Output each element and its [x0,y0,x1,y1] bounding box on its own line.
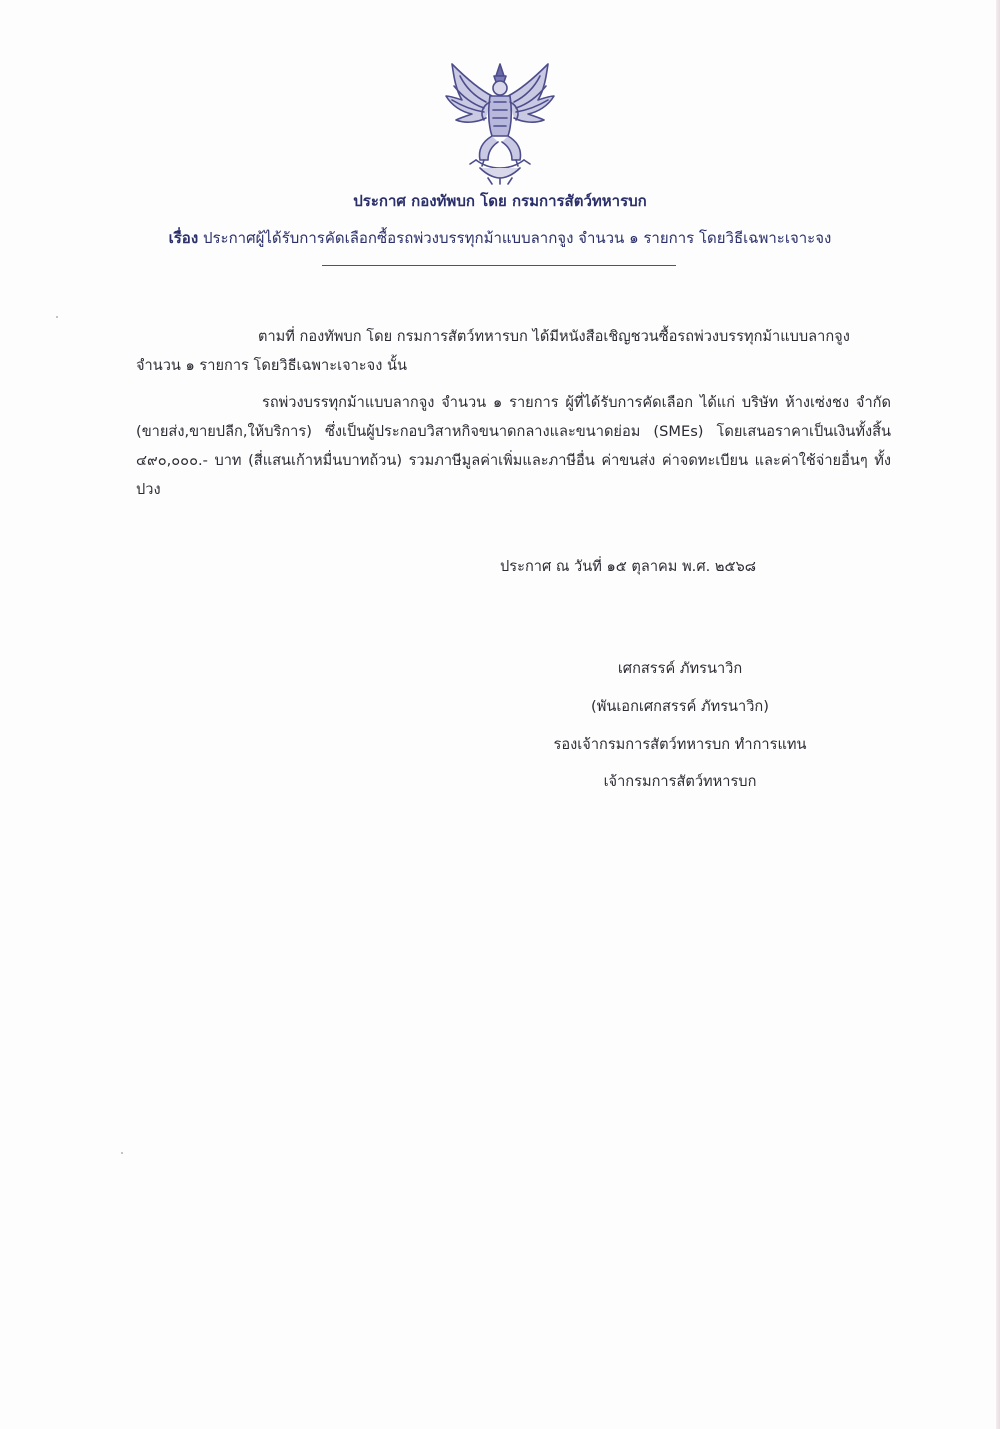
announcement-title: ประกาศ กองทัพบก โดย กรมการสัตว์ทหารบก [353,192,647,210]
announcement-subject [0,226,1000,250]
subject-text: ประกาศผู้ได้รับการคัดเลือกซื้อรถพ่วงบรรทุกม้าแบบลากจูง จำนวน ๑ รายการ โดยวิธีเฉพาะเจาะจง [202,229,832,247]
announcement-date: ประกาศ ณ วันที่ ๑๕ ตุลาคม พ.ศ. ๒๕๖๘ [500,558,757,575]
page-edge-shadow [996,0,1000,1429]
paragraph-selection: รถพ่วงบรรทุกม้าแบบลากจูง จำนวน ๑ รายการ ผู้ที่ได้รับการคัดเลือก ได้แก่ บริษัท ห้างเซ่งชง จำกัด (ขายส่ง,ขายปลีก,ให้บริการ) ซึ่งเป็นผู้ประกอบวิสาหกิจขนาดกลางและขนาดย่อม (SMEs) โดยเสนอราคาเป็นเงินทั้งสิ้น ๔๙๐,๐๐๐.- บาท (สี่แสนเก้าหมื่นบาทถ้วน) รวมภาษีมูลค่าเพิ่มและภาษีอื่น ค่าขนส่ง ค่าจดทะเบียน และค่าใช้จ่ายอื่นๆ ทั้งปวง [136,394,891,498]
subject-label: เรื่อง [168,229,199,247]
title-divider [322,265,676,266]
scan-speck [121,1152,123,1154]
signature-position-line-2: เจ้ากรมการสัตว์ทหารบก [603,773,757,790]
signature-position-line-1: รองเจ้ากรมการสัตว์ทหารบก ทำการแทน [553,736,807,753]
scan-speck [56,316,58,318]
signature-full-name: (พันเอกเศกสรรค์ ภัทรนาวิก) [591,698,769,715]
signature-name: เศกสรรค์ ภัทรนาวิก [617,660,743,677]
garuda-emblem-icon [440,56,560,186]
paragraph-intro: ตามที่ กองทัพบก โดย กรมการสัตว์ทหารบก ได้มีหนังสือเชิญชวนซื้อรถพ่วงบรรทุกม้าแบบลากจูง จำนวน ๑ รายการ โดยวิธีเฉพาะเจาะจง นั้น [136,328,850,374]
